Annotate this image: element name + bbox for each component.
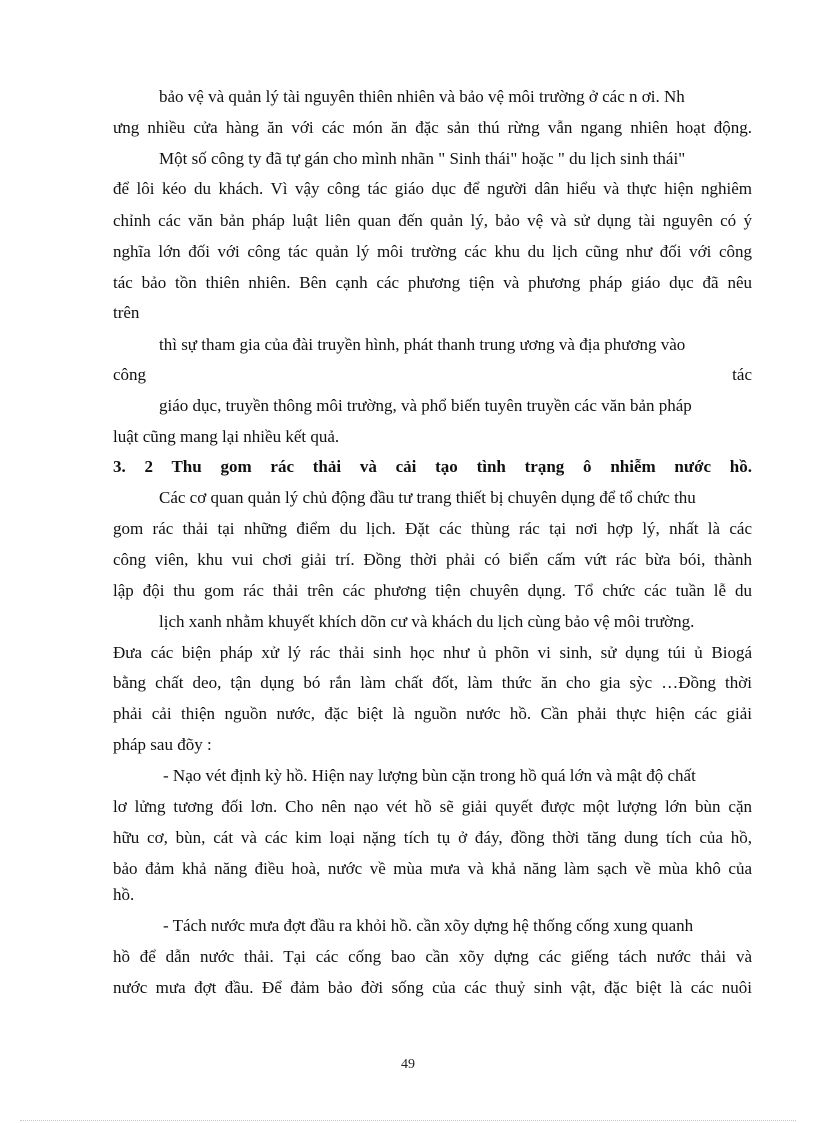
page-number: 49 — [401, 1057, 415, 1072]
text-line: Đưa các biện pháp xử lý rác thải sinh học như ủ phõn vi sinh, sử dụng túi ủ Biogá — [113, 643, 752, 662]
text-line: hồ. — [113, 885, 135, 904]
text-line: pháp sau đõy : — [113, 735, 212, 754]
text-line: để lôi kéo du khách. Vì vậy công tác giáo dục để người dân hiểu và thực hiện nghiêm — [113, 179, 752, 198]
bullet-line: - Nạo vét định kỳ hồ. Hiện nay lượng bùn cặn trong hồ quá lớn và mật độ chất — [163, 766, 696, 785]
section-heading: 3. 2 Thu gom rác thải và cải tạo tình trạng ô nhiễm nước hồ. — [113, 457, 752, 476]
text-line: tác bảo tồn thiên nhiên. Bên cạnh các phương tiện và phương pháp giáo dục đã nêu — [113, 273, 752, 292]
text-line-split — [113, 364, 752, 386]
text-line: trên — [113, 303, 140, 322]
text-line: công viên, khu vui chơi giải trí. Đồng thời phải có biển cấm vứt rác bừa bói, thành — [113, 550, 752, 569]
text-line: bảo vệ và quản lý tài nguyên thiên nhiên và bảo vệ môi trường ở các n ơi. Nh — [159, 87, 685, 106]
text-line: ưng nhiều cửa hàng ăn với các món ăn đặc sản thú rừng vẫn ngang nhiên hoạt động. — [113, 118, 752, 137]
bullet-line: - Tách nước mưa đợt đầu ra khỏi hồ. cần xõy dựng hệ thống cống xung quanh — [163, 916, 694, 935]
text-fragment: công — [113, 365, 147, 384]
text-line: phải cải thiện nguồn nước, đặc biệt là nguồn nước hồ. Cần phải thực hiện các giải — [113, 704, 752, 723]
text-line: bảo đảm khả năng điều hoà, nước về mùa mưa và khả năng làm sạch về mùa khô của — [113, 859, 752, 878]
text-line: chỉnh các văn bản pháp luật liên quan đến quản lý, bảo vệ và sử dụng tài nguyên có ý — [113, 211, 752, 230]
page-bottom-divider — [20, 1120, 796, 1121]
text-line: giáo dục, truyền thông môi trường, và phổ biến tuyên truyền các văn bản pháp — [159, 396, 692, 415]
text-line: thì sự tham gia của đài truyền hình, phát thanh trung ương và địa phương vào — [159, 335, 686, 354]
text-line: nước mưa đợt đầu. Để đảm bảo đời sống của các thuỷ sinh vật, đặc biệt là các nuôi — [113, 978, 752, 997]
text-line: gom rác thải tại những điểm du lịch. Đặt các thùng rác tại nơi hợp lý, nhất là các — [113, 519, 752, 538]
text-line: hồ để dẫn nước thải. Tại các cống bao cần xõy dựng các giếng tách nước thải và — [113, 947, 752, 966]
text-line: luật cũng mang lại nhiều kết quả. — [113, 427, 340, 446]
text-line: Các cơ quan quản lý chủ động đầu tư trang thiết bị chuyên dụng để tổ chức thu — [159, 488, 696, 507]
text-line: nghĩa lớn đối với công tác quản lý môi trường các khu du lịch cũng như đối với công — [113, 242, 752, 261]
text-fragment: tác — [732, 365, 752, 384]
text-line: Một số công ty đã tự gán cho mình nhãn " Sinh thái" hoặc " du lịch sinh thái" — [159, 149, 686, 168]
text-line: bằng chất deo, tận dụng bó rắn làm chất đốt, làm thức ăn cho gia sỳc …Đồng thời — [113, 673, 752, 692]
text-line: lịch xanh nhằm khuyết khích dõn cư và khách du lịch cùng bảo vệ môi trường. — [159, 612, 695, 631]
text-line: lơ lửng tương đối lơn. Cho nên nạo vét hồ sẽ giải quyết được một lượng lớn bùn cặn — [113, 797, 752, 816]
text-line: hữu cơ, bùn, cát và các kim loại nặng tích tụ ở đáy, đồng thời tăng dung tích của hồ, — [113, 828, 752, 847]
text-line: lập đội thu gom rác thải trên các phương tiện chuyên dụng. Tổ chức các tuần lễ du — [113, 581, 752, 600]
